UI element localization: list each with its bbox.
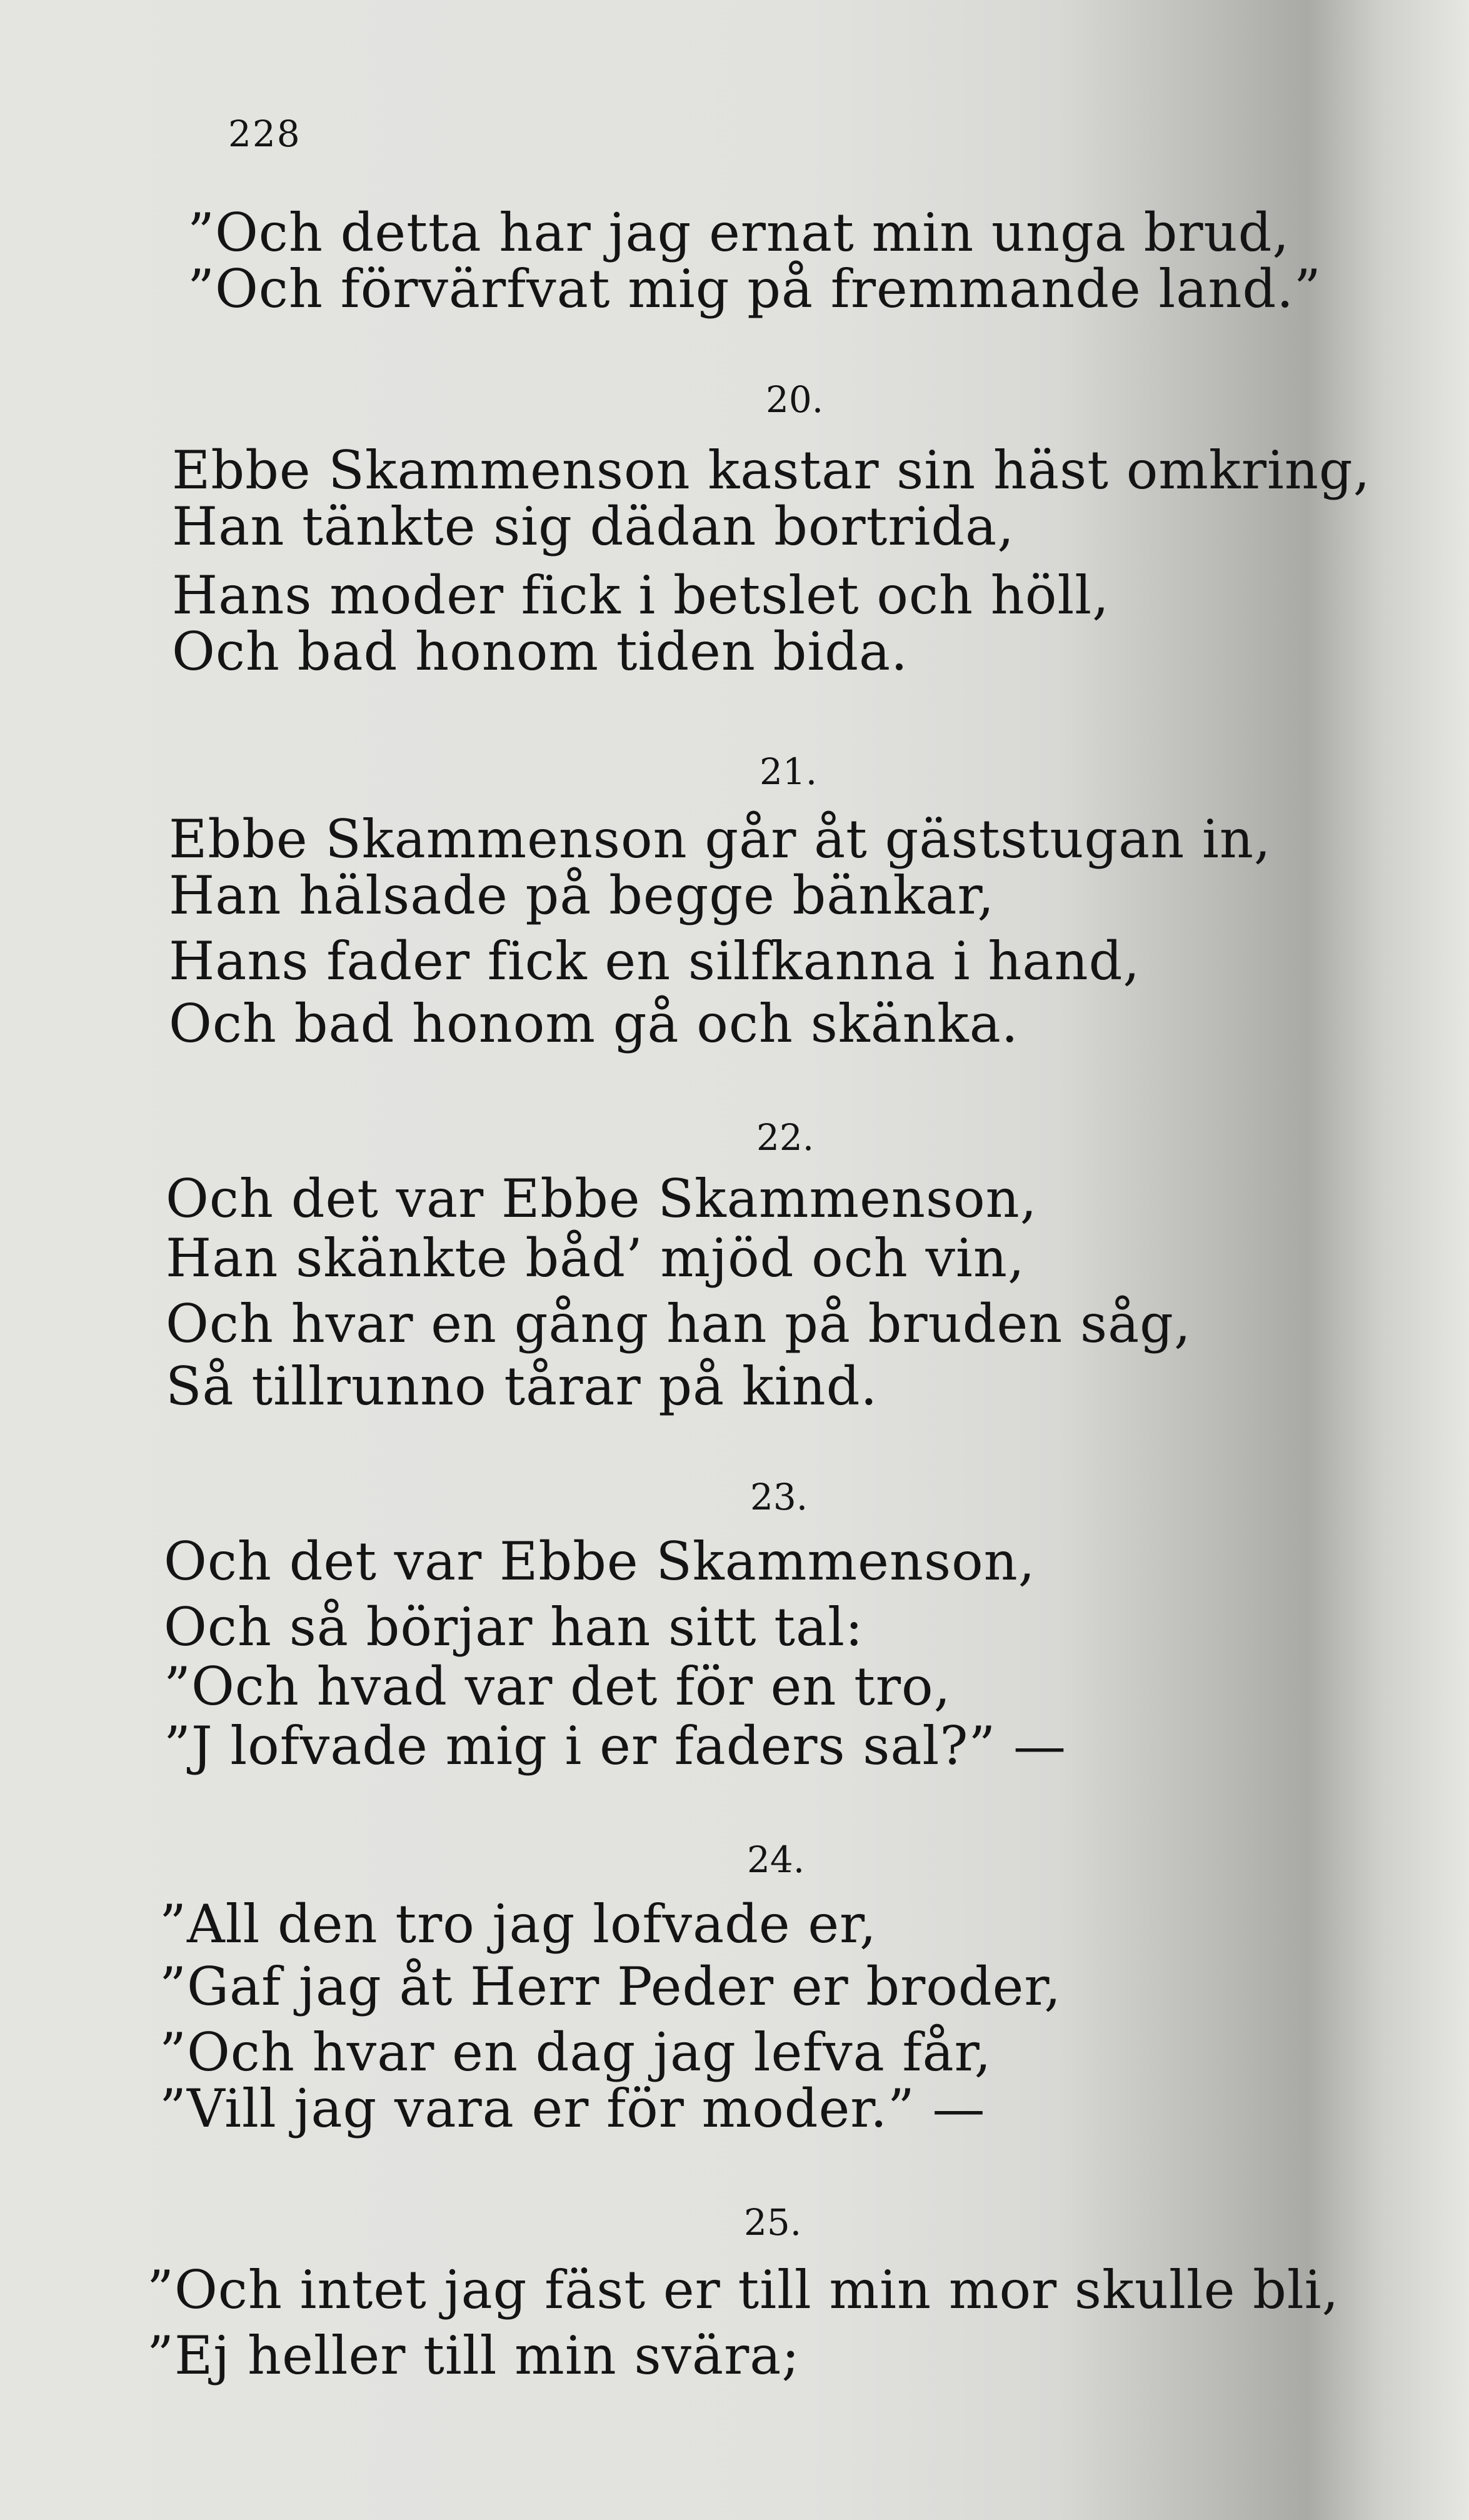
verse-line: Hans fader fick en silfkanna i hand, [169,930,1141,992]
verse-line: Och bad honom gå och skänka. [169,993,1019,1054]
verse-line: ”Och detta har jag ernat min unga brud, [188,202,1290,263]
stanza-number: 20. [766,378,824,421]
verse-line: Och bad honom tiden bida. [172,621,908,682]
stanza-number: 22. [756,1116,815,1159]
verse-line: Hans moder fick i betslet och höll, [172,565,1110,626]
stanza-number: 24. [747,1838,805,1881]
verse-line: ”Och hvar en dag jag lefva får, [159,2022,992,2083]
verse-line: Så tillrunno tårar på kind. [166,1356,878,1417]
verse-line: ”Och intet jag fäst er till min mor skulle bli, [147,2259,1340,2321]
stanza-number: 21. [760,750,818,793]
stanza-number: 23. [750,1476,808,1518]
verse-line: Och det var Ebbe Skammenson, [166,1168,1038,1229]
verse-line: ”J lofvade mig i er faders sal?” — [164,1715,1067,1777]
verse-line: ”Ej heller till min svära; [147,2325,800,2386]
verse-line: ”All den tro jag lofvade er, [159,1893,877,1955]
verse-line: Han tänkte sig dädan bortrida, [172,496,1015,557]
verse-line: ”Och hvad var det för en tro, [164,1656,951,1717]
verse-line: Han hälsade på begge bänkar, [169,865,995,926]
stanza-number: 25. [744,2201,802,2244]
verse-line: ”Och förvärfvat mig på fremmande land.” [188,258,1321,320]
verse-line: Ebbe Skammenson går åt gäststugan in, [169,809,1271,870]
page-number: 228 [228,113,301,155]
verse-line: Han skänkte båd’ mjöd och vin, [166,1227,1025,1289]
verse-line: ”Vill jag vara er för moder.” — [159,2078,986,2139]
verse-line: ”Gaf jag åt Herr Peder er broder, [159,1956,1061,2017]
verse-line: Och hvar en gång han på bruden såg, [166,1293,1191,1354]
verse-line: Och så börjar han sitt tal: [164,1596,864,1658]
verse-line: Ebbe Skammenson kastar sin häst omkring, [172,440,1371,501]
verse-line: Och det var Ebbe Skammenson, [164,1531,1036,1592]
